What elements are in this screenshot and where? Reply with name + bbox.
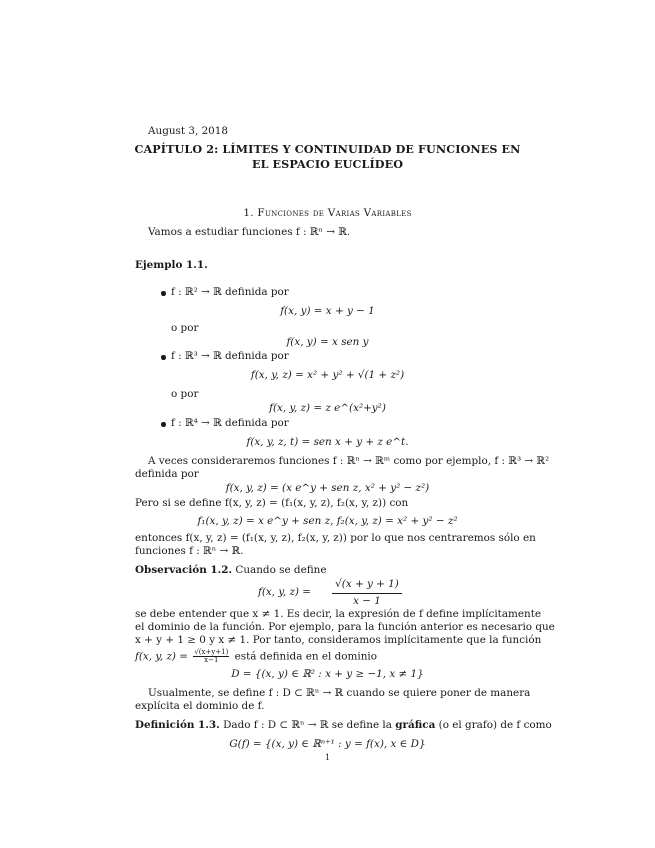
section-heading: 1. Funciones de Varias Variables bbox=[243, 207, 412, 219]
observation-heading bbox=[135, 564, 327, 576]
inline-fraction bbox=[193, 649, 229, 664]
vector-line-2: definida por bbox=[135, 468, 199, 480]
definition-text-post: (o el grafo) de f como bbox=[438, 719, 552, 731]
observation-line-1: se debe entender que x ≠ 1. Es decir, la expresión de f define implícitamente bbox=[135, 608, 542, 620]
graph-equation: G(f) = {(x, y) ∈ ℝⁿ⁺¹ : y = f(x), x ∈ D} bbox=[229, 738, 426, 750]
equation-4: f(x, y, z) = z e^(x²+y²) bbox=[269, 402, 386, 414]
observation-line-6: explícita el dominio de f. bbox=[135, 700, 265, 712]
example-label: Ejemplo 1.1. bbox=[135, 259, 208, 271]
o-por-2: o por bbox=[171, 388, 199, 400]
equation-7: f₁(x, y, z) = x e^y + sen z, f₂(x, y, z) = x² + y² − z² bbox=[197, 515, 458, 527]
vector-line-1: A veces consideraremos funciones f : ℝⁿ → ℝᵐ como por ejemplo, f : ℝ³ → ℝ² bbox=[148, 455, 550, 467]
example-item-3: f : ℝ⁴ → ℝ definida por bbox=[171, 417, 289, 429]
example-item-2: f : ℝ³ → ℝ definida por bbox=[171, 350, 289, 362]
fraction-lhs: f(x, y, z) = bbox=[258, 586, 311, 598]
vector-line-5: funciones f : ℝⁿ → ℝ. bbox=[135, 545, 244, 557]
fraction-bar bbox=[332, 593, 402, 594]
domain-equation: D = {(x, y) ∈ ℝ² : x + y ≥ −1, x ≠ 1} bbox=[231, 668, 424, 680]
definition-text-bold: gráfica bbox=[395, 719, 436, 731]
equation-3: f(x, y, z) = x² + y² + √(1 + z²) bbox=[250, 369, 405, 381]
bullet-icon bbox=[161, 291, 166, 296]
definition-heading bbox=[135, 719, 552, 731]
page-number: 1 bbox=[324, 753, 331, 762]
equation-2: f(x, y) = x sen y bbox=[286, 336, 369, 348]
inline-fraction-post: está definida en el dominio bbox=[234, 650, 377, 663]
equation-1: f(x, y) = x + y − 1 bbox=[280, 305, 375, 317]
chapter-title-line-1: CAPÍTULO 2: LÍMITES Y CONTINUIDAD DE FUNCIONES EN bbox=[134, 142, 521, 156]
chapter-title-line-2: EL ESPACIO EUCLÍDEO bbox=[251, 157, 404, 171]
observation-label: Observación 1.2. bbox=[135, 564, 233, 576]
definition-text-pre: Dado f : D ⊂ ℝⁿ → ℝ se define la bbox=[223, 719, 392, 731]
equation-6: f(x, y, z) = (x e^y + sen z, x² + y² − z²) bbox=[225, 482, 430, 494]
fraction-denominator: x − 1 bbox=[353, 595, 381, 607]
observation-line-4 bbox=[135, 649, 377, 664]
section-intro: Vamos a estudiar funciones f : ℝⁿ → ℝ. bbox=[148, 226, 351, 238]
bullet-icon bbox=[161, 355, 166, 360]
vector-line-4: entonces f(x, y, z) = (f₁(x, y, z), f₂(x, y, z)) por lo que nos centraremos sólo en bbox=[135, 532, 536, 544]
definition-label: Definición 1.3. bbox=[135, 719, 220, 731]
vector-line-3: Pero si se define f(x, y, z) = (f₁(x, y, z), f₂(x, y, z)) con bbox=[135, 497, 409, 509]
o-por-1: o por bbox=[171, 322, 199, 334]
observation-line-5: Usualmente, se define f : D ⊂ ℝⁿ → ℝ cuando se quiere poner de manera bbox=[148, 687, 531, 699]
observation-text: Cuando se define bbox=[235, 564, 327, 576]
equation-5: f(x, y, z, t) = sen x + y + z e^t. bbox=[246, 436, 409, 448]
observation-line-2: el dominio de la función. Por ejemplo, para la función anterior es necesario que bbox=[135, 621, 555, 633]
observation-line-3: x + y + 1 ≥ 0 y x ≠ 1. Por tanto, consideramos implícitamente que la función bbox=[135, 634, 542, 646]
fraction-numerator: √(x + y + 1) bbox=[335, 578, 399, 590]
inline-fraction-denominator: x−1 bbox=[204, 656, 219, 664]
inline-fraction-numerator: √(x+y+1) bbox=[194, 648, 229, 656]
bullet-icon bbox=[161, 422, 166, 427]
example-item-1: f : ℝ² → ℝ definida por bbox=[171, 286, 289, 298]
inline-fraction-lhs: f(x, y, z) = bbox=[135, 650, 188, 663]
date: August 3, 2018 bbox=[148, 125, 229, 137]
